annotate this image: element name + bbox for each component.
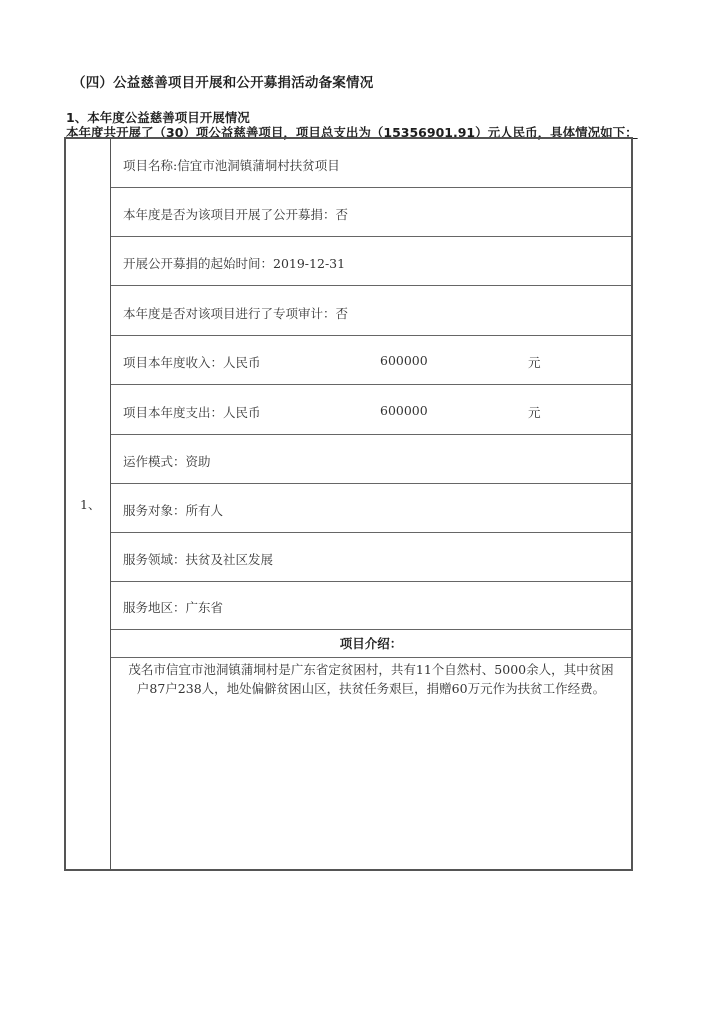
- row-public-fundraising: [111, 188, 631, 237]
- service-region: 服务地区：广东省: [123, 600, 224, 615]
- row-income: [111, 336, 631, 385]
- subsection-title: 1、本年度公益慈善项目开展情况: [66, 110, 250, 125]
- fundraising-start: 开展公开募捐的起始时间：2019-12-31: [123, 256, 346, 271]
- row-project-name: [111, 139, 631, 188]
- intro-line: 茂名市信宜市池洞镇蒲垌村是广东省定贫困村，共有11个自然村、5000余人，其中贫困: [128, 662, 614, 677]
- project-details: [111, 139, 631, 869]
- row-operation-mode: [111, 435, 631, 484]
- project-table: [64, 137, 633, 871]
- project-index-cell: [66, 139, 111, 869]
- row-special-audit: [111, 286, 631, 336]
- row-expense: [111, 385, 631, 435]
- income-amount: 600000: [380, 353, 428, 368]
- project-index: 1、: [80, 497, 101, 512]
- service-target: 服务对象：所有人: [123, 503, 224, 518]
- summary-text: 本年度共开展了（30）项公益慈善项目，项目总支出为（15356901.91）元人民币，具体情况如下：: [66, 125, 638, 140]
- expense-label: 项目本年度支出：人民币: [123, 405, 261, 420]
- intro-line: 户87户238人，地处偏僻贫困山区，扶贫任务艰巨，捐赠60万元作为扶贫工作经费。: [136, 681, 606, 696]
- section-title: （四）公益慈善项目开展和公开募捐活动备案情况: [72, 75, 374, 91]
- special-audit: 本年度是否对该项目进行了专项审计：否: [123, 306, 349, 321]
- project-name: 项目名称:信宜市池洞镇蒲垌村扶贫项目: [123, 158, 340, 173]
- row-service-target: [111, 484, 631, 533]
- expense-amount: 600000: [380, 403, 428, 418]
- row-service-region: [111, 582, 631, 630]
- project-intro-heading: 项目介绍：: [111, 630, 631, 658]
- operation-mode: 运作模式：资助: [123, 454, 211, 469]
- public-fundraising: 本年度是否为该项目开展了公开募捐：否: [123, 207, 349, 222]
- income-unit: 元: [528, 355, 541, 370]
- service-field: 服务领域：扶贫及社区发展: [123, 552, 274, 567]
- expense-unit: 元: [528, 405, 541, 420]
- project-intro-text: [117, 660, 625, 698]
- row-service-field: [111, 533, 631, 582]
- income-label: 项目本年度收入：人民币: [123, 355, 261, 370]
- row-fundraising-start: [111, 237, 631, 286]
